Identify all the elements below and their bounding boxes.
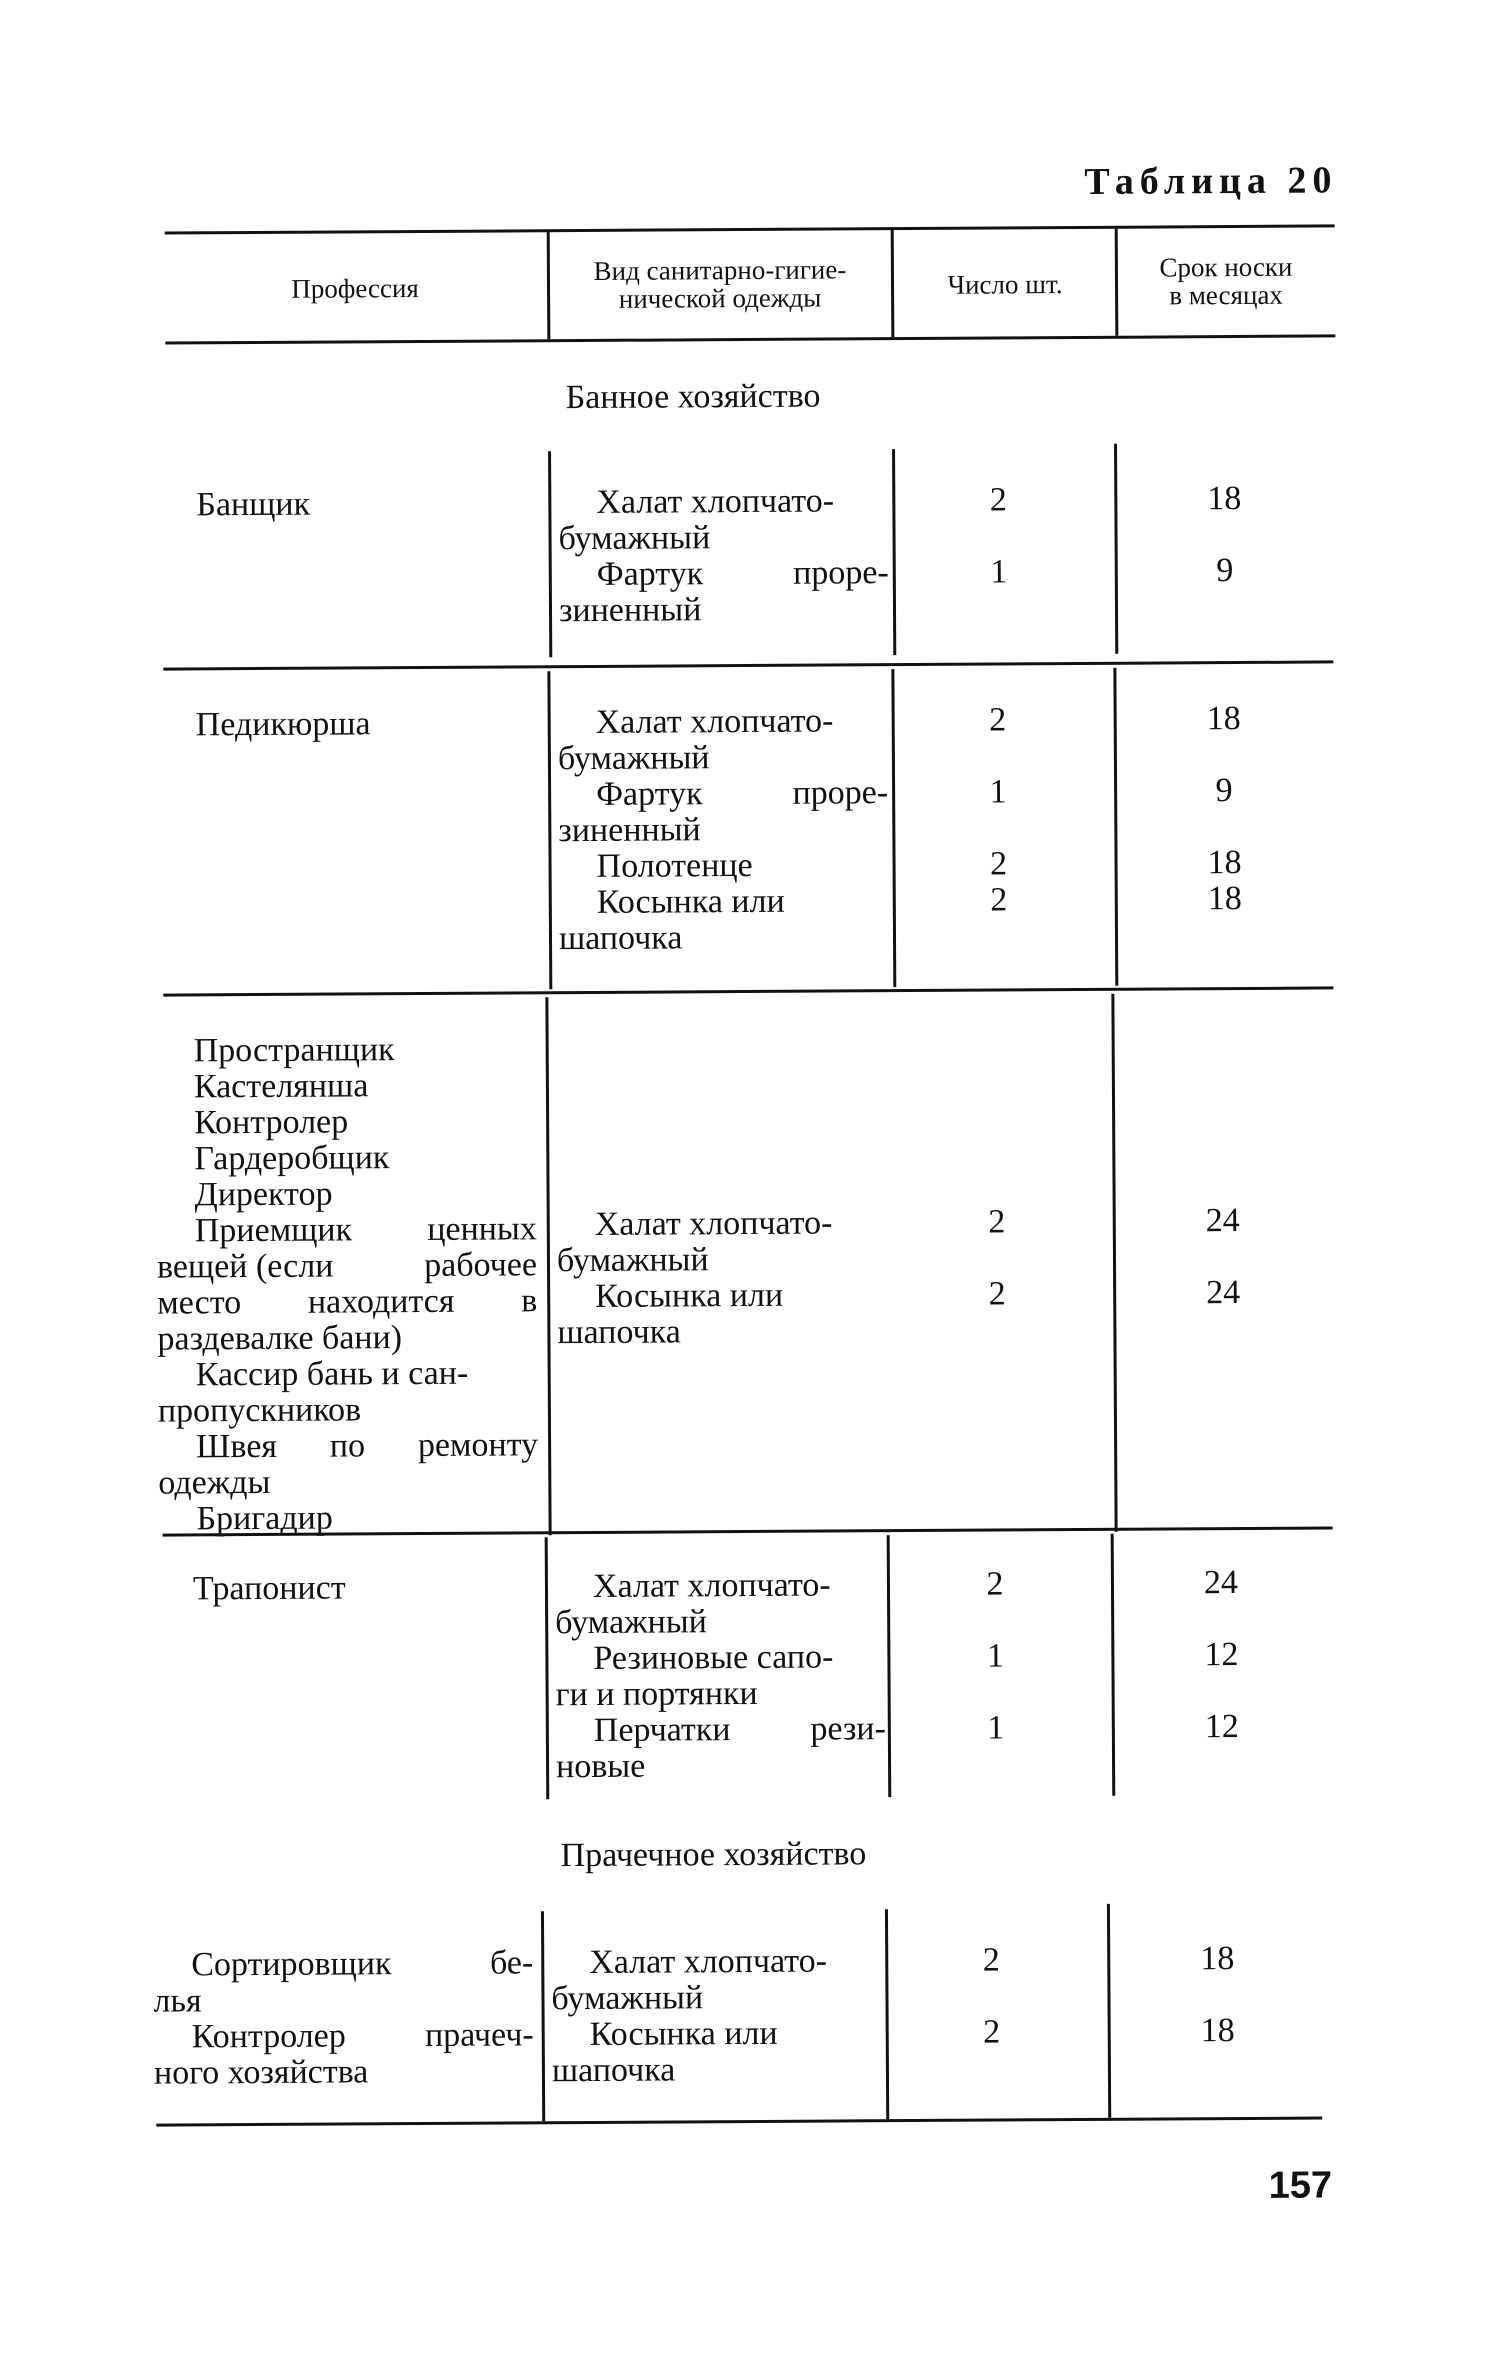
profession-line: одежды bbox=[158, 1463, 271, 1502]
clothing-line: зиненный bbox=[558, 591, 702, 630]
column-divider bbox=[892, 449, 896, 655]
term-value: 18 bbox=[1206, 699, 1241, 738]
term-value bbox=[1161, 1601, 1281, 1638]
page-number: 157 bbox=[1268, 2164, 1333, 2207]
row-4-clothing bbox=[555, 1567, 886, 1785]
row-2-profession bbox=[196, 705, 576, 743]
profession-line: Гардеробщик bbox=[194, 1139, 390, 1178]
term-value: 18 bbox=[1207, 879, 1242, 918]
row-1-terms bbox=[1164, 481, 1285, 590]
count-value bbox=[936, 1674, 1056, 1711]
count-value: 1 bbox=[986, 1637, 1005, 1675]
term-value: 18 bbox=[1207, 843, 1242, 882]
count-value: 2 bbox=[989, 701, 1007, 739]
table-title: Таблица 20 bbox=[1084, 159, 1338, 203]
clothing-line: зиненный bbox=[558, 811, 701, 850]
clothing-line: бумажный bbox=[557, 739, 710, 778]
count-value: 2 bbox=[986, 1565, 1004, 1603]
table-bottom-rule bbox=[156, 2117, 1322, 2127]
clothing-line: ги и портянки bbox=[555, 1674, 758, 1714]
row-rule bbox=[163, 660, 1333, 670]
term-value: 18 bbox=[1207, 479, 1242, 518]
clothing-line: Перчатки рези- bbox=[593, 1710, 886, 1749]
profession-line: вещей (если рабочее bbox=[156, 1246, 538, 1286]
count-value: 2 bbox=[988, 1203, 1006, 1241]
row-2-counts bbox=[938, 702, 1059, 919]
profession-line: Директор bbox=[194, 1175, 333, 1214]
count-value bbox=[938, 738, 1058, 775]
profession-line: Контролер прачеч- bbox=[191, 2016, 534, 2056]
header-count: Число шт. bbox=[947, 269, 1063, 300]
row-5-profession bbox=[153, 1945, 534, 2091]
clothing-line: бумажный bbox=[558, 519, 711, 558]
row-3-counts bbox=[937, 1204, 1058, 1313]
term-value: 9 bbox=[1216, 552, 1234, 590]
count-value bbox=[935, 1602, 1055, 1639]
profession-line: ного хозяйства bbox=[153, 2053, 369, 2092]
term-value bbox=[1164, 517, 1284, 554]
row-3-profession bbox=[156, 1031, 539, 1537]
clothing-line: бумажный bbox=[555, 1603, 707, 1642]
count-value bbox=[938, 518, 1058, 555]
header-clothing-line-1: Вид санитарно-гигие- bbox=[593, 254, 847, 286]
clothing-line: шапочка bbox=[551, 2051, 676, 2090]
term-value bbox=[1163, 1239, 1283, 1276]
header-term-line-2: в месяцах bbox=[1169, 279, 1283, 311]
profession-line: Педикюрша bbox=[195, 705, 371, 744]
row-4-counts bbox=[935, 1566, 1056, 1747]
count-value: 2 bbox=[989, 481, 1007, 519]
profession-line: Сортировщик бе- bbox=[191, 1944, 534, 1984]
count-value: 1 bbox=[989, 773, 1007, 811]
term-value bbox=[1162, 1673, 1282, 1710]
header-clothing-line-2: нической одежды bbox=[618, 282, 822, 314]
clothing-line: Полотенце bbox=[596, 846, 753, 885]
row-1-counts bbox=[938, 482, 1059, 591]
term-value: 18 bbox=[1200, 2012, 1235, 2050]
profession-line: Бригадир bbox=[196, 1499, 333, 1538]
count-value: 2 bbox=[982, 1941, 1000, 1979]
row-rule bbox=[163, 986, 1333, 996]
clothing-line: новые bbox=[555, 1747, 646, 1786]
profession-line: Трапонист bbox=[192, 1569, 346, 1608]
clothing-line: Халат хлопчато- bbox=[589, 1942, 828, 1981]
column-divider bbox=[1114, 444, 1118, 654]
clothing-line: Халат хлопчато- bbox=[595, 702, 834, 741]
column-divider bbox=[541, 1911, 545, 2121]
header-clothing bbox=[555, 255, 885, 313]
clothing-line: Фартук проре- bbox=[596, 554, 889, 593]
section-title-laundry: Прачечное хозяйство bbox=[560, 1835, 867, 1875]
profession-line: раздевалке бани) bbox=[157, 1319, 403, 1358]
count-value: 2 bbox=[983, 2013, 1001, 2051]
term-value: 9 bbox=[1215, 772, 1233, 810]
count-value bbox=[937, 1240, 1057, 1277]
row-3-clothing bbox=[557, 1205, 888, 1351]
clothing-line: Халат хлопчато- bbox=[596, 482, 835, 521]
column-divider bbox=[891, 669, 896, 987]
count-value: 2 bbox=[990, 881, 1008, 919]
row-1-clothing bbox=[558, 483, 889, 629]
row-5-counts bbox=[931, 1942, 1052, 2051]
term-value: 12 bbox=[1204, 1636, 1239, 1674]
term-value bbox=[1157, 1977, 1277, 2014]
column-divider bbox=[885, 1909, 889, 2119]
profession-line: Швея по ремонту bbox=[195, 1426, 539, 1466]
header-divider bbox=[547, 231, 551, 339]
clothing-line: Халат хлопчато- bbox=[594, 1204, 833, 1243]
term-value: 24 bbox=[1206, 1274, 1241, 1312]
header-term bbox=[1121, 252, 1331, 309]
count-value bbox=[931, 1978, 1051, 2015]
count-value: 2 bbox=[988, 1275, 1006, 1313]
count-value: 1 bbox=[987, 1709, 1005, 1747]
clothing-line: шапочка bbox=[558, 919, 683, 958]
profession-line: Кастелянша bbox=[193, 1067, 369, 1106]
header-divider bbox=[1115, 228, 1119, 336]
header-profession: Профессия bbox=[291, 273, 419, 304]
clothing-line: бумажный bbox=[556, 1241, 709, 1280]
term-value: 18 bbox=[1200, 1940, 1235, 1978]
clothing-line: бумажный bbox=[551, 1979, 704, 2018]
column-divider bbox=[1107, 1904, 1111, 2118]
profession-line: Кассир бань и сан- bbox=[195, 1354, 469, 1394]
count-value: 1 bbox=[990, 553, 1008, 591]
term-value: 24 bbox=[1205, 1202, 1240, 1240]
column-divider bbox=[548, 451, 552, 657]
column-divider bbox=[1111, 994, 1117, 1532]
clothing-line: Косынка или bbox=[589, 2014, 778, 2053]
profession-line: Банщик bbox=[196, 485, 311, 524]
profession-line: лья bbox=[153, 1982, 202, 2020]
clothing-line: Халат хлопчато- bbox=[592, 1566, 831, 1605]
header-bottom-rule bbox=[165, 334, 1335, 344]
clothing-line: Фартук проре- bbox=[596, 774, 889, 813]
term-value: 24 bbox=[1203, 1564, 1239, 1602]
row-5-terms bbox=[1157, 1941, 1278, 2050]
column-divider bbox=[1111, 1534, 1116, 1796]
column-divider bbox=[1113, 668, 1118, 986]
profession-line: пропускников bbox=[157, 1391, 362, 1430]
clothing-line: Косынка или bbox=[595, 1276, 784, 1315]
clothing-line: шапочка bbox=[557, 1313, 681, 1352]
clothing-line: Резиновые сапо- bbox=[593, 1638, 834, 1677]
row-2-terms bbox=[1164, 701, 1285, 918]
clothing-line: Косынка или bbox=[596, 882, 785, 921]
column-divider bbox=[887, 1535, 892, 1797]
row-4-terms bbox=[1161, 1565, 1282, 1746]
header-divider bbox=[891, 229, 895, 337]
row-1-profession bbox=[196, 485, 576, 523]
row-5-clothing bbox=[551, 1943, 882, 2089]
row-4-profession bbox=[193, 1569, 573, 1607]
count-value bbox=[938, 810, 1058, 847]
count-value: 2 bbox=[989, 845, 1008, 883]
term-value bbox=[1164, 737, 1284, 774]
profession-line: Контролер bbox=[194, 1103, 349, 1142]
header-term-line-1: Срок носки bbox=[1159, 251, 1293, 283]
header-top-rule bbox=[165, 224, 1335, 234]
row-2-clothing bbox=[558, 703, 890, 957]
profession-line: место находится в bbox=[157, 1282, 538, 1322]
profession-line: Приемщик ценных bbox=[194, 1210, 537, 1250]
term-value: 12 bbox=[1204, 1708, 1239, 1746]
profession-line: Пространщик bbox=[193, 1031, 395, 1070]
column-divider bbox=[545, 997, 551, 1535]
term-value bbox=[1164, 809, 1284, 846]
row-3-terms bbox=[1163, 1203, 1284, 1312]
section-title-bath: Банное хозяйство bbox=[565, 377, 821, 417]
